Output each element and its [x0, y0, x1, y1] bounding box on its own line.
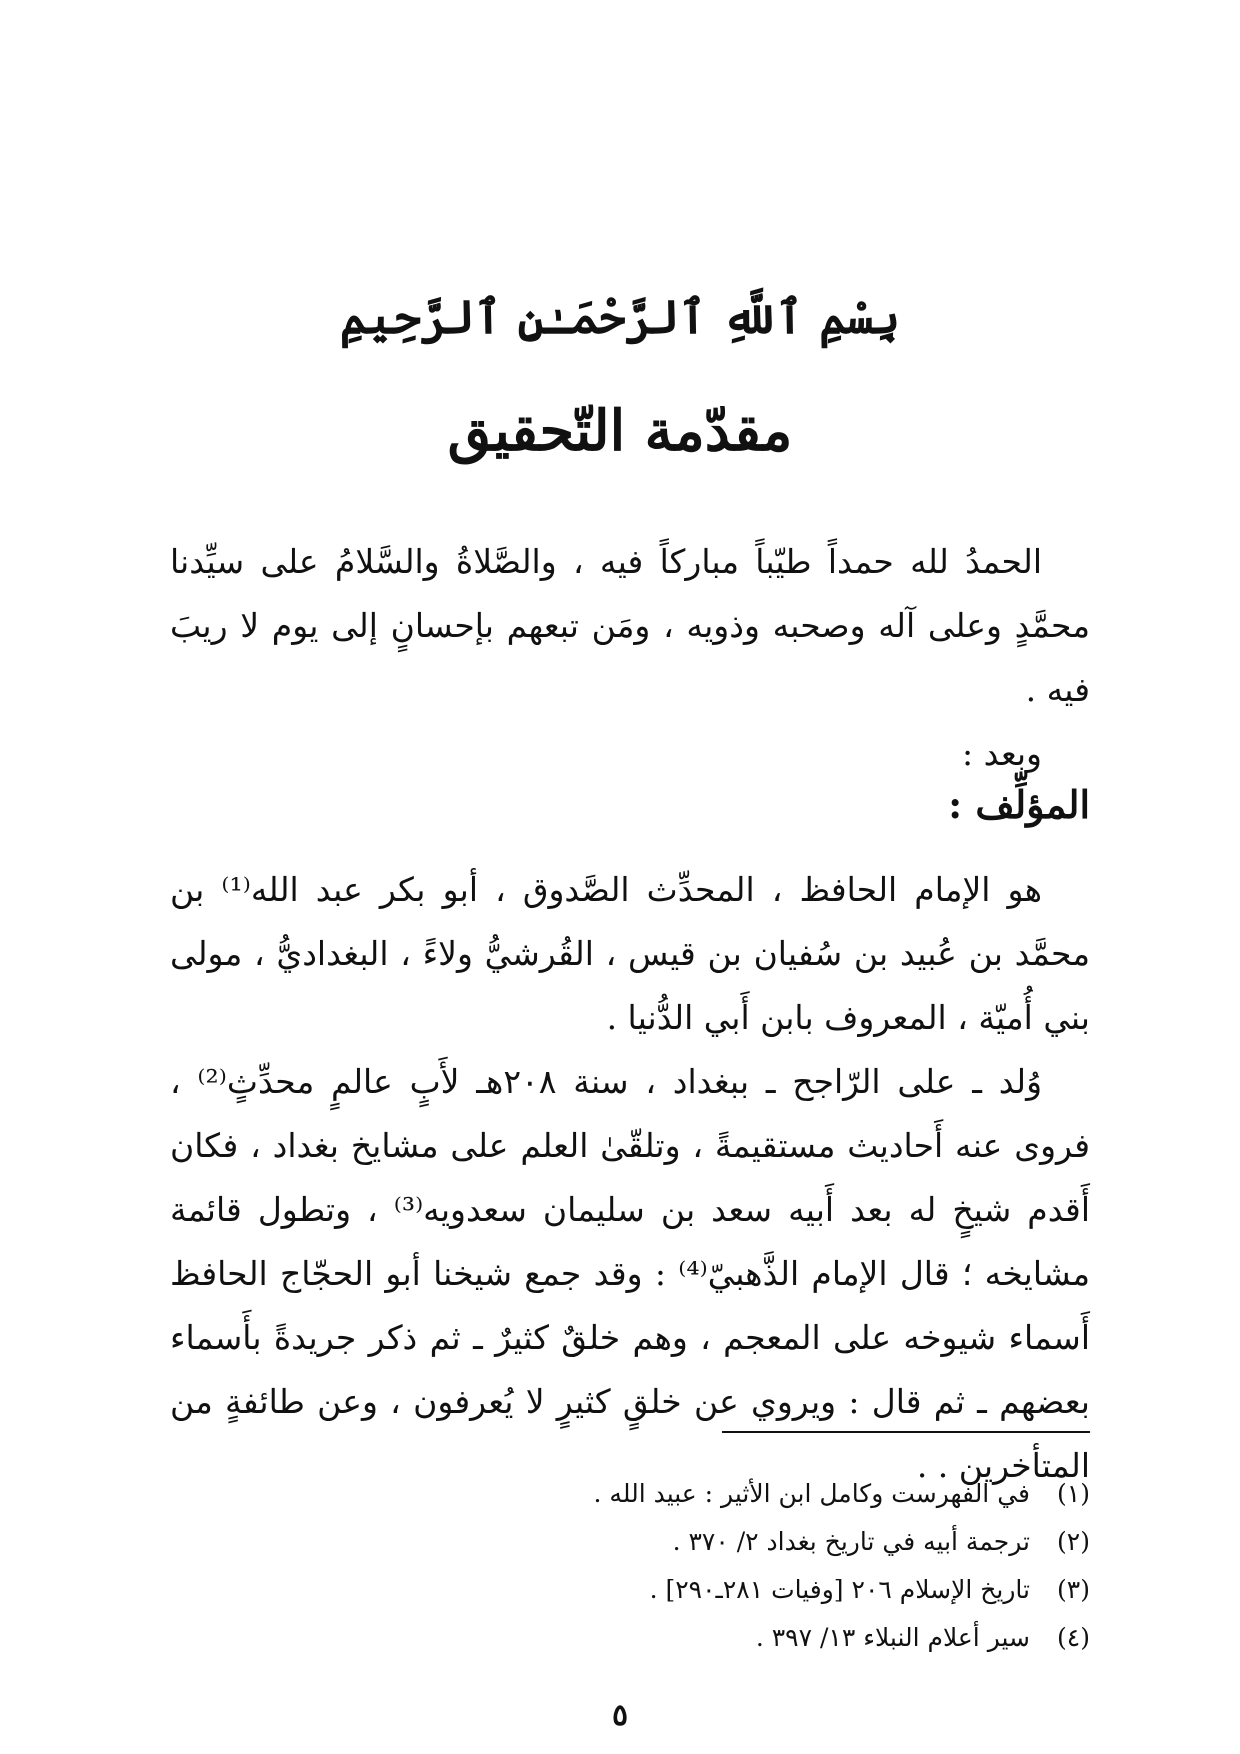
birth-text: وُلد ـ على الرّاجح ـ ببغداد ، سنة ٢٠٨هـ لأَبٍ عالمٍ محدِّثٍ⁽²⁾ ، فروى عنه أَحاديث مستقيمةً ، وتلقّىٰ العلم على مشايخ بغداد ، فكان أَقدم شيخٍ له بعد أَبيه سعد بن سليمان سعدويه⁽³⁾ ، وتطول قائمة مشايخه ؛ قال الإمام الذَّهبيّ⁽⁴⁾ : وقد جمع شيخنا أبو الحجّاج الحافظ أَسماء شيوخه على المعجم ، وهم خلقٌ كثيرٌ ـ ثم ذكر جريدةً بأَسماء بعضهم ـ ثم قال : ويروي عن خلقٍ كثيرٍ لا يُعرفون ، وعن طائفةٍ من المتأخرين . . [170, 1062, 1090, 1485]
footnotes [170, 1470, 1090, 1662]
footnote-4 [170, 1614, 1090, 1662]
footnote-number: (١) [1057, 1479, 1090, 1508]
intro-paragraph [170, 530, 1090, 786]
footnote-1 [170, 1470, 1090, 1518]
footnote-text: سير أعلام النبلاء ١٣/ ٣٩٧ . [755, 1623, 1030, 1652]
page-title: مقدّمة التّحقيق [447, 398, 793, 464]
intro-closing: وبعد : [962, 734, 1042, 773]
footnote-number: (٢) [1057, 1527, 1090, 1556]
footnote-number: (٤) [1057, 1623, 1090, 1652]
page-number: ٥ [611, 1698, 629, 1733]
intro-text: الحمدُ لله حمداً طيّباً مباركاً فيه ، والصَّلاةُ والسَّلامُ على سيِّدنا محمَّدٍ وعلى آله وصحبه وذويه ، ومَن تبعهم بإحسانٍ إلى يوم لا ريبَ فيه . [170, 542, 1090, 709]
footnote-2 [170, 1518, 1090, 1566]
footnote-separator [722, 1431, 1090, 1433]
footnote-number: (٣) [1057, 1575, 1090, 1604]
basmala: بِسْمِ ٱللَّهِ ٱلرَّحْمَـٰنِ ٱلرَّحِيمِ [339, 290, 901, 344]
author-text: هو الإمام الحافظ ، المحدِّث الصَّدوق ، أبو بكر عبد الله⁽¹⁾ بن محمَّد بن عُبيد بن سُفيان بن قيس ، القُرشيُّ ولاءً ، البغداديُّ ، مولى بني أُميّة ، المعروف بابن أَبي الدُّنيا . [170, 870, 1091, 1037]
footnote-3 [170, 1566, 1090, 1614]
footnote-text: ترجمة أبيه في تاريخ بغداد ٢/ ٣٧٠ . [672, 1527, 1030, 1556]
author-paragraph [170, 858, 1090, 1050]
section-heading-author: المؤلِّف : [948, 782, 1090, 827]
footnote-text: في الفهرست وكامل ابن الأثير : عبيد الله . [593, 1479, 1030, 1508]
footnote-text: تاريخ الإسلام ٢٠٦ [وفيات ٢٨١ـ٢٩٠] . [649, 1575, 1030, 1604]
